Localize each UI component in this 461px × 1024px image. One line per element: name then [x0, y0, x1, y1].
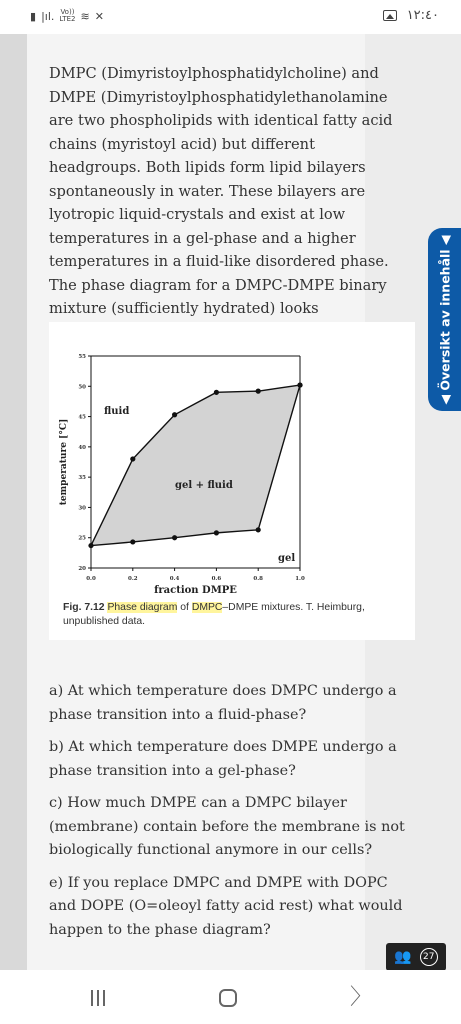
y-tick-label: 25 — [78, 535, 86, 542]
x-tick-label: 0.6 — [211, 576, 222, 582]
liquidus-point — [130, 456, 135, 461]
caption-label: Fig. 7.12 — [63, 602, 105, 613]
y-tick-label: 35 — [78, 475, 86, 482]
region-label-gel: gel — [278, 553, 296, 564]
y-tick-label: 40 — [78, 444, 86, 451]
y-tick-label: 45 — [78, 414, 86, 421]
question-c: c) How much DMPE can a DMPC bilayer (membrane) contain before the membrane is not biologically functional anymore in our cells? — [49, 795, 405, 858]
y-tick-label: 20 — [78, 566, 86, 572]
back-button[interactable]: 〉 — [350, 985, 373, 1010]
mute-icon: ✕ — [94, 9, 104, 23]
status-bar — [0, 0, 461, 34]
solidus-point — [214, 530, 219, 535]
liquidus-point — [172, 412, 177, 417]
solidus-point — [172, 535, 177, 540]
recent-apps-button[interactable] — [91, 990, 109, 1006]
region-label-fluid: fluid — [104, 406, 130, 417]
home-button[interactable] — [219, 989, 237, 1007]
participants-count: 27 — [420, 948, 438, 966]
intro-paragraph: DMPC (Dimyristoylphosphatidylcholine) and DMPE (Dimyristoylphosphatidylethanolamine are two phospholipids with identical fatty acid chains (myristoyl acid) but different headgroups. Both lipids form lipid bilayers spontaneously in water. These bilayers are lyotropic liquid-crystals and exist at low temperatures in a gel-phase and a higher temperatures in a fluid-like disordered phase. The phase diagram for a DMPC-DMPE binary mixture (sufficiently hydrated) looks — [49, 65, 393, 317]
region-label-gel-fluid: gel + fluid — [175, 480, 233, 491]
signal-bars-icon: |ıl. — [41, 9, 55, 23]
question-b: b) At which temperature does DMPE undergo a phase transition into a gel-phase? — [49, 739, 397, 779]
recent-apps-icon-bar — [91, 990, 93, 1006]
solidus-point — [130, 539, 135, 544]
solidus-point — [256, 527, 261, 532]
sim-icon: ▮ — [30, 9, 37, 23]
solidus-point — [88, 543, 93, 548]
x-axis-label: fraction DMPE — [154, 585, 237, 596]
participants-button[interactable] — [386, 943, 446, 971]
network-label: Vo)) — [60, 8, 75, 16]
liquidus-point — [297, 382, 302, 387]
clock: ١٢:٤٠ — [406, 8, 439, 23]
x-tick-label: 1.0 — [295, 576, 305, 582]
y-tick-label: 30 — [78, 505, 86, 512]
status-icons-right — [383, 8, 439, 23]
y-tick-label: 55 — [78, 354, 86, 360]
y-axis-label: temperature [°C] — [59, 418, 69, 506]
network-indicator — [59, 9, 75, 23]
content-overview-label: ◀ Översikt av innehåll ◀ — [437, 234, 452, 405]
questions-list — [49, 680, 411, 951]
x-tick-label: 0.4 — [169, 576, 180, 582]
liquidus-point — [256, 389, 261, 394]
x-tick-label: 0.2 — [128, 576, 138, 582]
image-notification-icon — [383, 10, 397, 21]
question-a: a) At which temperature does DMPC undergo a phase transition into a fluid-phase? — [49, 683, 397, 723]
lte-label: LTE2 — [59, 15, 76, 23]
x-tick-label: 0.8 — [253, 576, 263, 582]
status-icons-left — [30, 9, 104, 23]
caption-text-of: of — [177, 602, 192, 613]
y-tick-label: 50 — [78, 384, 86, 391]
navigation-bar — [0, 970, 461, 1024]
page-margin-left — [0, 34, 27, 970]
content-overview-tab[interactable] — [428, 228, 461, 411]
recent-apps-icon-bar — [97, 990, 99, 1006]
caption-text-rest: –DMPE mixtures. T. Heimburg, unpublished data. — [63, 602, 365, 627]
phase-diagram-chart — [49, 322, 415, 600]
phase-diagram-figure — [49, 322, 415, 640]
users-icon: 👥 — [394, 949, 412, 965]
caption-highlight-dmpc: DMPC — [191, 602, 223, 613]
liquidus-point — [214, 390, 219, 395]
caption-highlight-phase-diagram: Phase diagram — [107, 602, 178, 613]
recent-apps-icon-bar — [103, 990, 105, 1006]
wifi-icon: ≋ — [80, 9, 90, 23]
question-e: e) If you replace DMPC and DMPE with DOPC and DOPE (O=oleoyl fatty acid rest) what would happen to the phase diagram? — [49, 874, 403, 938]
figure-caption — [63, 601, 411, 629]
x-tick-label: 0.0 — [86, 576, 96, 582]
